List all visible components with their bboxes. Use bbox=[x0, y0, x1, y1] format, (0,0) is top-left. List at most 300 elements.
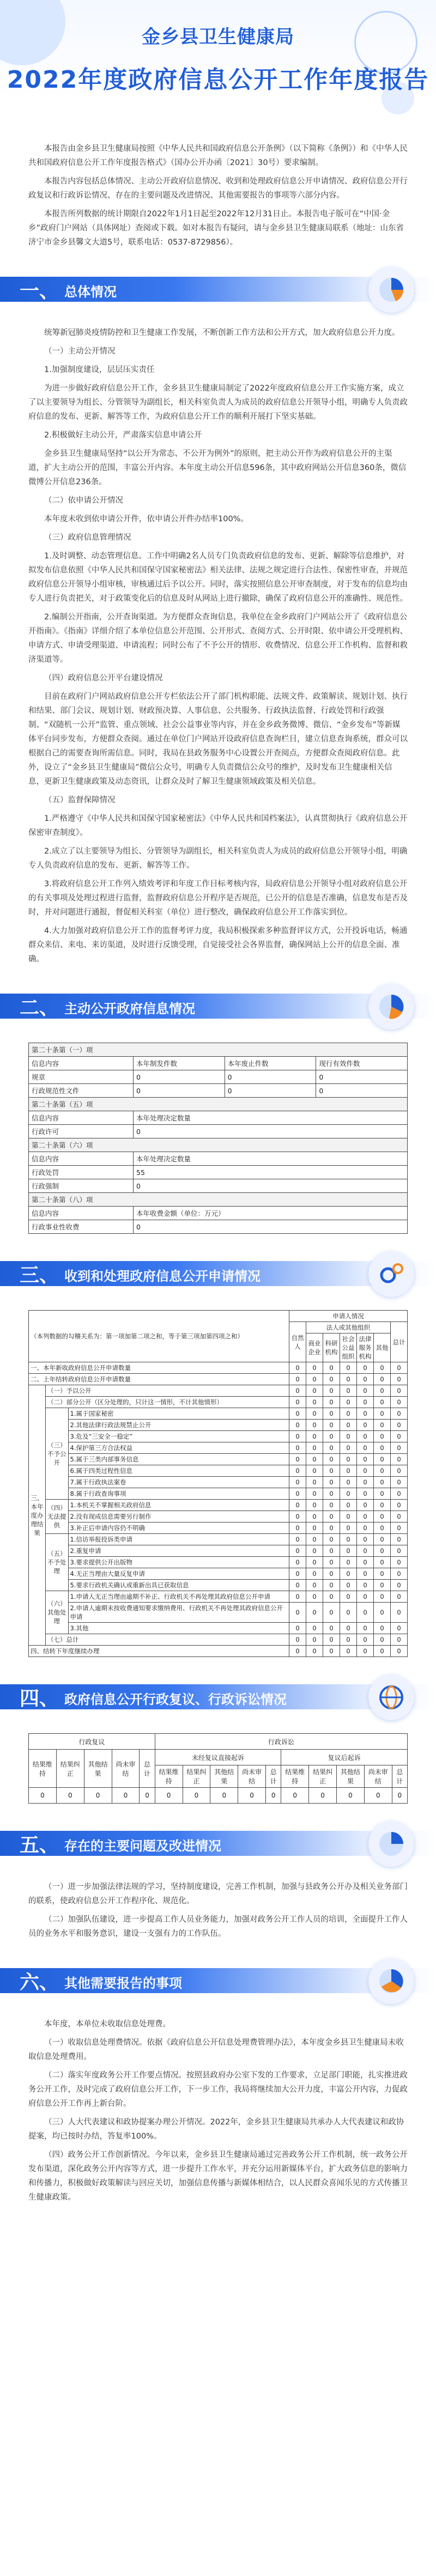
table-cell: 0 bbox=[289, 1557, 306, 1568]
table-cell: 0 bbox=[357, 1580, 374, 1591]
table-row-label: 4.保护第三方合法权益 bbox=[68, 1442, 289, 1454]
table-cell: 0 bbox=[289, 1397, 306, 1408]
table-row bbox=[29, 1534, 408, 1545]
section-paragraph: 为进一步做好政府信息公开工作，金乡县卫生健康局制定了2022年度政府信息公开工作实施方案，成立了以主要领导为组长、分管领导为副组长，相关科室负责人为成员的政府信息公开领导小组，明确专人负责政府信息的发布、更新、解答等工作，为政府信息公开工作的顺利开展打下坚实基础。 bbox=[28, 384, 408, 421]
table-row bbox=[29, 1442, 408, 1454]
table-cell: 0 bbox=[374, 1534, 391, 1545]
pie-chart-icon bbox=[368, 1958, 414, 2004]
table-cell: 0 bbox=[340, 1568, 357, 1580]
table-cell: 0 bbox=[391, 1634, 408, 1646]
table-cell: 0 bbox=[289, 1362, 306, 1374]
table-cell: 0 bbox=[374, 1623, 391, 1634]
table-cell: 0 bbox=[337, 1788, 365, 1804]
table-cell: 0 bbox=[374, 1431, 391, 1442]
table-row-label: 5.属于三类内部事务信息 bbox=[68, 1454, 289, 1465]
table-cell: 0 bbox=[323, 1431, 340, 1442]
table-row bbox=[29, 1523, 408, 1534]
table-cell: 0 bbox=[391, 1442, 408, 1454]
table-section-row bbox=[29, 1098, 408, 1111]
table-cell: 0 bbox=[306, 1477, 323, 1488]
table-cell: 0 bbox=[306, 1385, 323, 1397]
table-row bbox=[29, 1568, 408, 1580]
table-header-row bbox=[29, 1207, 408, 1220]
table-cell: 0 bbox=[374, 1488, 391, 1500]
table-section-row bbox=[29, 1138, 408, 1152]
table-header-cell: 本年处理决定数量 bbox=[134, 1111, 408, 1125]
table-cell: 行政强制 bbox=[29, 1179, 134, 1193]
table-cell: 0 bbox=[391, 1511, 408, 1523]
table-cell: 0 bbox=[289, 1603, 306, 1623]
table-cell: 0 bbox=[306, 1488, 323, 1500]
section-5-content bbox=[0, 1880, 436, 1941]
section-title: 存在的主要问题及改进情况 bbox=[64, 1838, 221, 1854]
table-cell: 0 bbox=[357, 1465, 374, 1477]
table-header-cell: 结果维持 bbox=[281, 1765, 309, 1788]
table-cell: 0 bbox=[323, 1623, 340, 1634]
table-header-cell: 商业企业 bbox=[306, 1333, 323, 1362]
table-row bbox=[29, 1408, 408, 1420]
table-row-label: 2.其他法律行政法规禁止公开 bbox=[68, 1420, 289, 1431]
table-cell: 0 bbox=[323, 1646, 340, 1657]
table-row bbox=[29, 1454, 408, 1465]
table-cell: 0 bbox=[289, 1431, 306, 1442]
table-cell: 0 bbox=[183, 1788, 210, 1804]
table-cell: 0 bbox=[323, 1488, 340, 1500]
section-paragraph: （五）监督保障情况 bbox=[44, 796, 116, 805]
table-cell: 0 bbox=[340, 1500, 357, 1511]
section-paragraph: 2.积极做好主动公开，严肃落实信息申请公开 bbox=[44, 431, 202, 440]
section-paragraph: （二）加强队伍建设，进一步提高工作人员业务能力，加强对政务公开工作人员的培训，全面提升工作人员的业务水平和服务意识，建设一支强有力的工作队伍。 bbox=[28, 1915, 408, 1938]
table-cell: 0 bbox=[289, 1488, 306, 1500]
section-4-content bbox=[0, 1733, 436, 1804]
active-disclosure-table bbox=[28, 1043, 408, 1234]
table-header-cell: 本年收费金额（单位：万元） bbox=[134, 1207, 408, 1220]
table-cell: 0 bbox=[340, 1420, 357, 1431]
table-cell: 0 bbox=[323, 1603, 340, 1623]
org-title: 金乡县卫生健康局 bbox=[142, 26, 294, 48]
table-cell: 0 bbox=[266, 1788, 281, 1804]
table-cell: 0 bbox=[340, 1511, 357, 1523]
pie-chart-icon bbox=[368, 267, 414, 313]
table-cell: 0 bbox=[357, 1477, 374, 1488]
table-cell: 0 bbox=[364, 1788, 392, 1804]
section-paragraph: （二）依申请公开情况 bbox=[44, 496, 123, 505]
table-header-cell: 未经复议直接起诉 bbox=[155, 1750, 281, 1765]
table-cell: 0 bbox=[391, 1646, 408, 1657]
table-cell: 行政许可 bbox=[29, 1125, 134, 1138]
section-paragraph: （二）落实年度政务公开工作要点情况。按照县政府办公室下发的工作要求，立足部门职能，扎实推进政务公开工作，及时完成了政府信息公开工作，下一步工作，我局将继续加大公开力度，丰富公开内容，力促政府信息公开工作再上新台阶。 bbox=[28, 2071, 408, 2108]
table-cell: 0 bbox=[323, 1465, 340, 1477]
table-cell: 0 bbox=[238, 1788, 266, 1804]
table-row-label: 四、结转下年度继续办理 bbox=[29, 1646, 289, 1657]
section-paragraph: 统筹新冠肺炎疫情防控和卫生健康工作发展，不断创新工作方法和公开方式，加大政府信息公开力度。 bbox=[44, 328, 400, 337]
table-cell: 0 bbox=[340, 1545, 357, 1557]
table-row bbox=[29, 1623, 408, 1634]
section-paragraph: （一）主动公开情况 bbox=[44, 347, 116, 356]
table-cell: 0 bbox=[391, 1477, 408, 1488]
table-cell: 0 bbox=[323, 1523, 340, 1534]
table-header-cell: 尚未审结 bbox=[364, 1765, 392, 1788]
section-paragraph: 本年度未收到依申请公开件，依申请公开件办结率100%。 bbox=[44, 515, 249, 523]
table-section-row bbox=[29, 1193, 408, 1207]
table-header-cell: 总计 bbox=[140, 1750, 155, 1788]
table-cell: 0 bbox=[323, 1634, 340, 1646]
table-row bbox=[29, 1545, 408, 1557]
section-paragraph: 金乡县卫生健康局坚持“以公开为常态、不公开为例外”的原则，把主动公开作为政府信息公开的主渠道，扩大主动公开的范围，丰富公开内容。本年度主动公开信息596条，其中政府网站公开信息360条，微信微博公开信息236条。 bbox=[28, 449, 407, 486]
section-paragraph: 目前在政府门户网站政府信息公开专栏依法公开了部门机构职能、法规文件、政策解读、规划计划、执行和结果、部门会议、规划计划、财政预决算、人事信息、公共服务、行政执法监督、行政处罚和行政强制、“双随机一公开”监管、重点领域、社会公益事业等内容，并在金乡政务微博、微信、“金乡发布”等新媒体平台同步发布，方便群众查阅。通过在单位门户网站开设政府信息查询栏目，建立信息查询系统，群众可以根据自己的需要查询所需信息。同时，我局在县政务服务中心设置公开查阅点，方便群众查阅政府信息。此外，设立了“金乡县卫生健康局”微信公众号，明确专人负责微信公众号的维护，及时发布卫生健康相关信息，更新卫生健康政策及动态资讯，让群众及时了解卫生健康领域政策及相关信息。 bbox=[28, 692, 408, 786]
table-cell: 0 bbox=[374, 1385, 391, 1397]
table-cell: 0 bbox=[289, 1500, 306, 1511]
table-cell: 规章 bbox=[29, 1070, 134, 1084]
table-cell: 0 bbox=[391, 1500, 408, 1511]
table-cell: 0 bbox=[289, 1568, 306, 1580]
table-subgroup-label: （五）不予处理 bbox=[46, 1534, 69, 1591]
table-header-cell: 其他结果 bbox=[337, 1765, 365, 1788]
table-header-row bbox=[29, 1750, 408, 1765]
table-cell: 0 bbox=[289, 1580, 306, 1591]
section-number: 一、 bbox=[20, 279, 59, 302]
table-header-cell: 结果纠正 bbox=[183, 1765, 210, 1788]
table-cell: 0 bbox=[340, 1408, 357, 1420]
section-banner-1 bbox=[0, 263, 436, 317]
table-subgroup-label: （四）无法提供 bbox=[46, 1500, 69, 1534]
table-cell: 0 bbox=[391, 1545, 408, 1557]
table-cell: 0 bbox=[391, 1374, 408, 1385]
table-cell: 0 bbox=[391, 1568, 408, 1580]
table-cell: 55 bbox=[134, 1166, 408, 1179]
table-cell: 0 bbox=[374, 1557, 391, 1568]
table-cell: 0 bbox=[357, 1408, 374, 1420]
table-cell: 0 bbox=[309, 1788, 337, 1804]
table-cell: 0 bbox=[374, 1511, 391, 1523]
table-cell: 0 bbox=[374, 1568, 391, 1580]
table-cell: 0 bbox=[210, 1788, 238, 1804]
table-cell: 0 bbox=[391, 1623, 408, 1634]
table-cell: 0 bbox=[323, 1568, 340, 1580]
table-cell: 0 bbox=[340, 1591, 357, 1603]
section-3-content bbox=[0, 1310, 436, 1657]
table-cell: 0 bbox=[289, 1442, 306, 1454]
table-row bbox=[29, 1397, 408, 1408]
table-cell: 0 bbox=[391, 1420, 408, 1431]
table-cell: 0 bbox=[323, 1420, 340, 1431]
table-cell: 0 bbox=[281, 1788, 309, 1804]
table-header-row bbox=[29, 1734, 408, 1750]
table-cell: 0 bbox=[323, 1408, 340, 1420]
table-row bbox=[29, 1788, 408, 1804]
globe-icon bbox=[368, 1674, 414, 1720]
table-row bbox=[29, 1166, 408, 1179]
table-cell: 0 bbox=[374, 1500, 391, 1511]
table-cell: 0 bbox=[357, 1646, 374, 1657]
table-header-cell: 其他结果 bbox=[84, 1750, 112, 1788]
table-cell: 0 bbox=[374, 1634, 391, 1646]
section-banner-5 bbox=[0, 1817, 436, 1871]
table-cell: 0 bbox=[357, 1634, 374, 1646]
section-paragraph: 2.编制公开指南，公开查询渠道。为方便群众查询信息，我单位在金乡政府门户网站公开了《政府信息公开指南》。《指南》详细介绍了本单位信息公开范围、公开形式、查阅方式、公开时限、依申请公开受理机构、申请方式、申请受理渠道、申请流程；同时公布了不予公开的情形、收费情况、信息公开工作机构、监督和救济渠道等。 bbox=[28, 613, 408, 664]
table-row bbox=[29, 1362, 408, 1374]
table-cell: 0 bbox=[306, 1623, 323, 1634]
table-cell: 0 bbox=[391, 1408, 408, 1420]
table-cell: 0 bbox=[391, 1431, 408, 1442]
table-header-cell: 信息内容 bbox=[29, 1152, 134, 1166]
section-paragraph: 3.将政府信息公开工作列入绩效考评和年度工作目标考核内容，局政府信息公开领导小组对政府信息公开的有关事项及处理过程进行监督，监督政府信息公开程序是否规范，已公开的信息是否准确，信息发布是否及时，并对问题进行通报，督促相关科室（单位）进行整改，确保政府信息公开工作落实到位。 bbox=[28, 880, 408, 917]
section-title: 主动公开政府信息情况 bbox=[64, 1001, 195, 1016]
table-section-title: 第二十条第（五）项 bbox=[29, 1098, 408, 1111]
table-cell: 0 bbox=[357, 1534, 374, 1545]
table-cell: 0 bbox=[112, 1788, 140, 1804]
table-cell: 0 bbox=[306, 1500, 323, 1511]
table-cell: 0 bbox=[374, 1420, 391, 1431]
table-cell: 0 bbox=[357, 1557, 374, 1568]
table-cell: 0 bbox=[340, 1374, 357, 1385]
section-paragraph: 2.成立了以主要领导为组长、分管领导为副组长，相关科室负责人为成员的政府信息公开领导小组，明确专人负责政府信息的发布、更新、解答等工作。 bbox=[28, 847, 408, 870]
table-row bbox=[29, 1431, 408, 1442]
table-row-label: 一、本年新收政府信息公开申请数量 bbox=[29, 1362, 289, 1374]
table-header-row bbox=[29, 1311, 408, 1322]
table-cell: 0 bbox=[391, 1488, 408, 1500]
table-header-cell: 行政诉讼 bbox=[155, 1734, 407, 1750]
section-paragraph: （一）进一步加强法律法规的学习，坚持制度建设，完善工作机制，加强与县政务公开办及相关业务部门的联系，使政府信息公开工作程序化、规范化。 bbox=[28, 1883, 408, 1905]
table-subgroup-label: （三）不予公开 bbox=[46, 1408, 69, 1500]
table-header-cell: 行政复议 bbox=[29, 1734, 155, 1750]
table-cell: 0 bbox=[29, 1788, 57, 1804]
table-cell: 0 bbox=[357, 1603, 374, 1623]
table-cell: 0 bbox=[323, 1534, 340, 1545]
table-cell: 0 bbox=[289, 1534, 306, 1545]
table-cell: 0 bbox=[340, 1362, 357, 1374]
section-number: 二、 bbox=[20, 996, 59, 1019]
table-cell: 0 bbox=[225, 1084, 316, 1098]
table-cell: 0 bbox=[306, 1442, 323, 1454]
table-cell: 0 bbox=[323, 1397, 340, 1408]
table-cell: 0 bbox=[289, 1523, 306, 1534]
section-paragraph: （四）政务公开工作创新情况。今年以来，金乡县卫生健康局通过完善政务公开工作机制，统一政务公开发布渠道，深化政务公开内容等方式，进一步提升工作水平，并充分运用新媒体平台，扩大政务信息的影响力和传播力，积极做好政策解读与回应关切，加强信息传播与新媒体相结合，以人民群众喜闻乐见的方式传播卫生健康政策。 bbox=[28, 2151, 408, 2202]
table-cell: 0 bbox=[323, 1591, 340, 1603]
table-row-label: 3.其他 bbox=[68, 1623, 289, 1634]
table-cell: 0 bbox=[323, 1454, 340, 1465]
section-banner-6 bbox=[0, 1954, 436, 2008]
table-header-row bbox=[29, 1152, 408, 1166]
table-row-label: 6.属于四类过程性信息 bbox=[68, 1465, 289, 1477]
table-cell: 0 bbox=[374, 1545, 391, 1557]
table-cell: 0 bbox=[323, 1580, 340, 1591]
table-row bbox=[29, 1580, 408, 1591]
section-paragraph: （四）政府信息公开平台建设情况 bbox=[44, 674, 163, 683]
table-header-cell: 科研机构 bbox=[323, 1333, 340, 1362]
table-row-label: 5.要求行政机关确认或重新出具已获取信息 bbox=[68, 1580, 289, 1591]
table-cell: 0 bbox=[357, 1511, 374, 1523]
table-cell: 0 bbox=[306, 1431, 323, 1442]
table-cell: 0 bbox=[357, 1545, 374, 1557]
table-corner-cell: （本列数据的勾稽关系为：第一项加第二项之和，等于第三项加第四项之和） bbox=[29, 1311, 289, 1362]
table-header-cell: 社会公益组织 bbox=[340, 1333, 357, 1362]
table-cell: 0 bbox=[340, 1634, 357, 1646]
section-paragraph: 本年度，本单位未收取信息处理费。 bbox=[44, 2020, 171, 2029]
table-cell: 0 bbox=[289, 1374, 306, 1385]
table-cell: 0 bbox=[391, 1385, 408, 1397]
table-cell: 0 bbox=[306, 1465, 323, 1477]
review-litigation-table bbox=[28, 1733, 408, 1804]
table-section-row bbox=[29, 1043, 408, 1057]
intro-paragraph: 本报告所列数据的统计期限自2022年1月1日起至2022年12月31日止。本报告电子版可在“中国·金乡”政府门户网站（具体网址）查阅或下载。如对本报告有疑问，请与金乡县卫生健康局联系（地址：山东省济宁市金乡县馨文大道5号，联系电话：0537-8729856）。 bbox=[28, 210, 404, 247]
table-cell: 0 bbox=[374, 1523, 391, 1534]
table-cell: 0 bbox=[357, 1431, 374, 1442]
table-cell: 0 bbox=[289, 1634, 306, 1646]
table-row bbox=[29, 1374, 408, 1385]
table-row-label: 1.本机关不掌握相关政府信息 bbox=[68, 1500, 289, 1511]
table-section-title: 第二十条第（一）项 bbox=[29, 1043, 408, 1057]
table-cell: 0 bbox=[134, 1179, 408, 1193]
table-cell: 0 bbox=[374, 1397, 391, 1408]
table-header-cell: 现行有效件数 bbox=[316, 1057, 408, 1070]
table-header-cell: 信息内容 bbox=[29, 1057, 134, 1070]
table-cell: 0 bbox=[391, 1534, 408, 1545]
table-header-row bbox=[29, 1057, 408, 1070]
table-cell: 0 bbox=[306, 1557, 323, 1568]
table-cell: 0 bbox=[323, 1374, 340, 1385]
table-row bbox=[29, 1125, 408, 1138]
report-title: 2022年度政府信息公开工作年度报告 bbox=[7, 66, 429, 94]
table-header-cell: 信息内容 bbox=[29, 1207, 134, 1220]
intro-paragraph: 本报告内容包括总体情况、主动公开政府信息情况、收到和处理政府信息公开申请情况、政府信息公开行政复议和行政诉讼情况、存在的主要问题及改进情况、其他需要报告的事项等六部分内容。 bbox=[28, 177, 408, 200]
table-cell: 0 bbox=[357, 1523, 374, 1534]
table-cell: 0 bbox=[140, 1788, 155, 1804]
table-cell: 0 bbox=[340, 1534, 357, 1545]
table-cell: 0 bbox=[306, 1580, 323, 1591]
table-header-cell: 总计 bbox=[392, 1765, 407, 1788]
table-row-label: 3.要求提供公开出版物 bbox=[68, 1557, 289, 1568]
table-cell: 0 bbox=[289, 1623, 306, 1634]
table-cell: 0 bbox=[134, 1220, 408, 1234]
table-cell: 0 bbox=[340, 1488, 357, 1500]
table-header-cell: 申请人情况 bbox=[289, 1311, 408, 1322]
table-subgroup-label: （六）其他处理 bbox=[46, 1591, 69, 1634]
table-cell: 0 bbox=[155, 1788, 183, 1804]
section-paragraph: 1.加强制度建设，层层压实责任 bbox=[44, 366, 155, 374]
table-cell: 0 bbox=[374, 1603, 391, 1623]
table-cell: 0 bbox=[340, 1523, 357, 1534]
table-cell: 0 bbox=[289, 1385, 306, 1397]
table-row-label: 3.危及“三安全一稳定” bbox=[68, 1431, 289, 1442]
table-row bbox=[29, 1591, 408, 1603]
table-cell: 0 bbox=[391, 1523, 408, 1534]
table-cell: 0 bbox=[306, 1374, 323, 1385]
table-row bbox=[29, 1070, 408, 1084]
section-paragraph: （一）收取信息处理费情况。依据《政府信息公开信息处理费管理办法》，本年度金乡县卫生健康局未收取信息处理费用。 bbox=[28, 2038, 404, 2061]
section-2-content bbox=[0, 1043, 436, 1234]
table-row-label: 2.申请人逾期未按收费通知要求缴纳费用、行政机关不再处理其政府信息公开申请 bbox=[68, 1603, 289, 1623]
table-cell: 0 bbox=[289, 1454, 306, 1465]
table-cell: 0 bbox=[306, 1420, 323, 1431]
table-cell: 0 bbox=[323, 1511, 340, 1523]
table-cell: 0 bbox=[374, 1408, 391, 1420]
table-header-cell: 本年制发件数 bbox=[134, 1057, 225, 1070]
table-cell: 0 bbox=[340, 1454, 357, 1465]
section-paragraph: （三）政府信息管理情况 bbox=[44, 533, 131, 542]
table-cell: 0 bbox=[306, 1591, 323, 1603]
table-header-cell: 结果纠正 bbox=[56, 1750, 84, 1788]
table-cell: 0 bbox=[357, 1488, 374, 1500]
table-cell: 0 bbox=[289, 1646, 306, 1657]
table-cell: 0 bbox=[374, 1454, 391, 1465]
section-paragraph: 1.及时调整、动态管理信息。工作中明确2名人员专门负责政府信息的发布、更新、解除等信息维护，对拟发布信息依照《中华人民共和国保守国家秘密法》相关法律、法规之规定进行合法性、保密性审查，并规范政府信息公开领导小组审核，审核通过后予以公开。同时，落实按照信息公开审查制度，对于发布的信息均由专人进行负责把关，对于政策变化后的信息及时从网站上进行撤除，确保了政府信息公开的准确性、规范性。 bbox=[28, 552, 408, 603]
table-header-row bbox=[29, 1111, 408, 1125]
application-handling-table bbox=[28, 1310, 408, 1657]
table-cell: 0 bbox=[357, 1568, 374, 1580]
table-row-label: 1.信访举报投诉类申请 bbox=[68, 1534, 289, 1545]
table-row bbox=[29, 1603, 408, 1623]
table-cell: 0 bbox=[374, 1465, 391, 1477]
table-cell: 0 bbox=[306, 1523, 323, 1534]
table-cell: 0 bbox=[340, 1557, 357, 1568]
table-cell: 0 bbox=[391, 1580, 408, 1591]
table-row bbox=[29, 1465, 408, 1477]
table-cell: 0 bbox=[374, 1477, 391, 1488]
table-row bbox=[29, 1634, 408, 1646]
table-cell: 0 bbox=[323, 1545, 340, 1557]
table-cell: 0 bbox=[357, 1385, 374, 1397]
table-cell: 0 bbox=[289, 1511, 306, 1523]
table-cell: 0 bbox=[374, 1591, 391, 1603]
section-title: 其他需要报告的事项 bbox=[64, 1976, 182, 1991]
table-row bbox=[29, 1084, 408, 1098]
table-cell: 0 bbox=[289, 1591, 306, 1603]
table-cell: 0 bbox=[357, 1500, 374, 1511]
table-cell: 0 bbox=[374, 1646, 391, 1657]
table-cell: 0 bbox=[323, 1362, 340, 1374]
table-row bbox=[29, 1557, 408, 1568]
table-cell: 0 bbox=[289, 1545, 306, 1557]
table-header-cell: 法律服务机构 bbox=[357, 1333, 374, 1362]
settings-gear-icon bbox=[368, 1251, 414, 1297]
table-cell: 0 bbox=[340, 1646, 357, 1657]
table-row bbox=[29, 1179, 408, 1193]
table-cell: 0 bbox=[323, 1557, 340, 1568]
section-number: 六、 bbox=[20, 1971, 59, 1994]
table-cell: 0 bbox=[340, 1465, 357, 1477]
table-row-label: 1.属于国家秘密 bbox=[68, 1408, 289, 1420]
table-cell: 行政处罚 bbox=[29, 1166, 134, 1179]
table-cell: 0 bbox=[357, 1420, 374, 1431]
table-header-cell: 总计 bbox=[391, 1322, 408, 1362]
table-row-label: 2.重复申请 bbox=[68, 1545, 289, 1557]
table-cell: 0 bbox=[306, 1511, 323, 1523]
table-header-cell: 复议后起诉 bbox=[281, 1750, 408, 1765]
section-title: 政府信息公开行政复议、行政诉讼情况 bbox=[64, 1692, 287, 1707]
table-cell: 0 bbox=[392, 1788, 407, 1804]
table-row-label: 3.补正后申请内容仍不明确 bbox=[68, 1523, 289, 1534]
table-row-label: （七）总计 bbox=[46, 1634, 289, 1646]
table-cell: 0 bbox=[306, 1362, 323, 1374]
table-header-cell: 尚未审结 bbox=[112, 1750, 140, 1788]
table-cell: 0 bbox=[316, 1084, 408, 1098]
table-row-label: 2.没有现成信息需要另行制作 bbox=[68, 1511, 289, 1523]
table-cell: 0 bbox=[323, 1477, 340, 1488]
table-cell: 0 bbox=[134, 1125, 408, 1138]
table-cell: 0 bbox=[357, 1397, 374, 1408]
table-cell: 0 bbox=[289, 1477, 306, 1488]
table-cell: 0 bbox=[316, 1070, 408, 1084]
table-row bbox=[29, 1385, 408, 1397]
table-cell: 0 bbox=[306, 1534, 323, 1545]
table-cell: 0 bbox=[306, 1545, 323, 1557]
table-header-cell: 尚未审结 bbox=[238, 1765, 266, 1788]
section-number: 三、 bbox=[20, 1264, 59, 1287]
section-paragraph: 4.大力加强对政府信息公开工作的监督考评力度，我局积极探索多种监督评议方式，公开投诉电话，畅通群众来信、来电、来访渠道，及时进行反馈受理，自觉接受社会各界监督，确保网站上公开的信息全面、准确。 bbox=[28, 927, 408, 964]
table-cell: 0 bbox=[374, 1442, 391, 1454]
table-cell: 0 bbox=[323, 1442, 340, 1454]
